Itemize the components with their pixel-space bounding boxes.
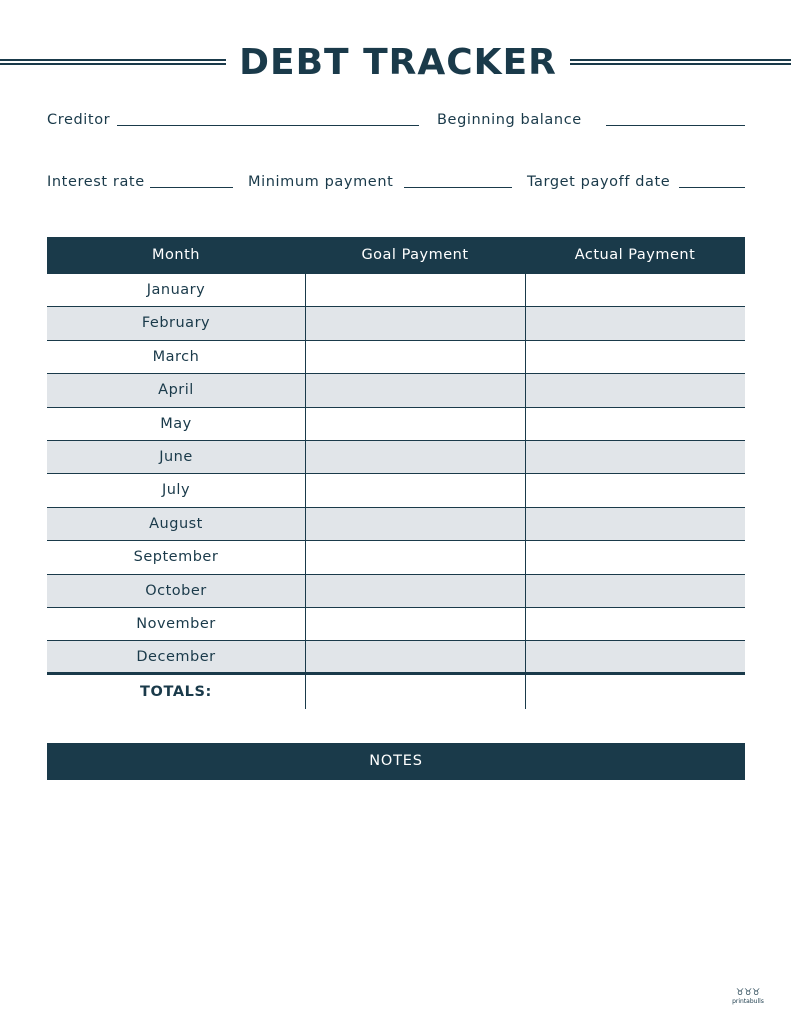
month-cell: October xyxy=(145,582,207,599)
table-row xyxy=(47,575,745,608)
table-row xyxy=(47,441,745,474)
goal-payment-cell[interactable] xyxy=(305,541,525,573)
actual-payment-cell[interactable] xyxy=(525,575,745,607)
actual-payment-cell[interactable] xyxy=(525,274,745,306)
actual-payment-cell[interactable] xyxy=(525,374,745,406)
goal-payment-cell[interactable] xyxy=(305,441,525,473)
target-payoff-date-field[interactable] xyxy=(679,187,745,188)
goal-payment-cell[interactable] xyxy=(305,408,525,440)
interest-rate-field[interactable] xyxy=(150,187,233,188)
page-title: DEBT TRACKER xyxy=(239,42,557,83)
totals-label: TOTALS: xyxy=(140,683,212,700)
debt-table xyxy=(47,237,745,709)
actual-payment-cell[interactable] xyxy=(525,474,745,506)
month-cell: March xyxy=(152,348,200,365)
actual-payment-total-cell[interactable] xyxy=(525,675,745,709)
month-cell: May xyxy=(160,415,192,432)
table-row xyxy=(47,608,745,641)
month-cell: December xyxy=(136,649,216,666)
header-goal-payment: Goal Payment xyxy=(361,247,469,263)
bull-icon: ♉♉♉ xyxy=(735,988,761,998)
minimum-payment-label: Minimum payment xyxy=(248,174,394,190)
beginning-balance-label: Beginning balance xyxy=(437,112,582,128)
table-row xyxy=(47,374,745,407)
month-cell: July xyxy=(161,482,191,499)
actual-payment-cell[interactable] xyxy=(525,641,745,671)
goal-payment-cell[interactable] xyxy=(305,307,525,339)
beginning-balance-field[interactable] xyxy=(606,125,745,126)
brand-logo-text: printabulls xyxy=(732,998,764,1005)
actual-payment-cell[interactable] xyxy=(525,608,745,640)
minimum-payment-field[interactable] xyxy=(404,187,512,188)
month-cell: February xyxy=(141,315,211,332)
totals-row xyxy=(47,675,745,709)
table-row xyxy=(47,341,745,374)
month-cell: April xyxy=(158,382,194,399)
goal-payment-cell[interactable] xyxy=(305,274,525,306)
title-rule-right xyxy=(570,59,791,67)
goal-payment-cell[interactable] xyxy=(305,608,525,640)
month-cell: August xyxy=(149,515,203,532)
actual-payment-cell[interactable] xyxy=(525,408,745,440)
goal-payment-cell[interactable] xyxy=(305,641,525,671)
title-rule-left xyxy=(0,59,226,67)
actual-payment-cell[interactable] xyxy=(525,508,745,540)
creditor-field[interactable] xyxy=(117,125,419,126)
month-cell: September xyxy=(133,549,219,566)
actual-payment-cell[interactable] xyxy=(525,341,745,373)
month-cell: November xyxy=(136,615,216,632)
table-row xyxy=(47,508,745,541)
creditor-label: Creditor xyxy=(47,112,111,128)
actual-payment-cell[interactable] xyxy=(525,441,745,473)
goal-payment-cell[interactable] xyxy=(305,341,525,373)
actual-payment-cell[interactable] xyxy=(525,307,745,339)
target-payoff-date-label: Target payoff date xyxy=(527,174,671,190)
notes-header: NOTES xyxy=(47,743,745,780)
header-month: Month xyxy=(152,247,200,263)
table-row xyxy=(47,541,745,574)
table-row xyxy=(47,408,745,441)
interest-rate-label: Interest rate xyxy=(47,174,145,190)
table-row xyxy=(47,474,745,507)
goal-payment-cell[interactable] xyxy=(305,374,525,406)
header-actual-payment: Actual Payment xyxy=(574,247,696,263)
table-row xyxy=(47,641,745,674)
goal-payment-cell[interactable] xyxy=(305,508,525,540)
brand-logo xyxy=(728,988,768,1006)
table-header xyxy=(47,237,745,274)
goal-payment-total-cell[interactable] xyxy=(305,675,525,709)
goal-payment-cell[interactable] xyxy=(305,474,525,506)
table-row xyxy=(47,274,745,307)
month-cell: June xyxy=(159,448,193,465)
goal-payment-cell[interactable] xyxy=(305,575,525,607)
title-row xyxy=(0,38,791,88)
actual-payment-cell[interactable] xyxy=(525,541,745,573)
month-cell: January xyxy=(146,282,206,298)
table-row xyxy=(47,307,745,340)
